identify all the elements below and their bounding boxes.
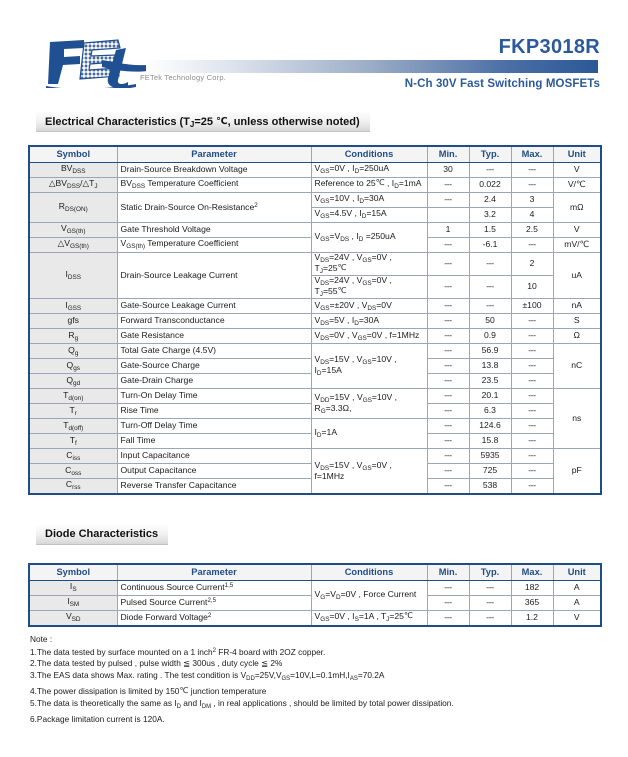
column-header-parameter: Parameter: [117, 146, 311, 163]
row-conditions: $V_{GS}=10V$ , $I_D=30A$: [311, 193, 427, 208]
row-min: ---: [427, 449, 469, 464]
row-unit: A: [553, 581, 601, 596]
row-min: ---: [427, 299, 469, 314]
row-min: ---: [427, 178, 469, 193]
row-min: ---: [427, 404, 469, 419]
row-typ: 3.2: [469, 208, 511, 223]
row-max: ---: [511, 404, 553, 419]
header-gradient-bar: [146, 60, 598, 73]
column-header-typ: Typ.: [469, 146, 511, 163]
table-row: [29, 314, 601, 329]
row-unit: nC: [553, 344, 601, 389]
column-header-max: Max.: [511, 146, 553, 163]
diode-characteristics-table: [28, 563, 602, 627]
row-conditions: $V_{GS}=0V$ , $I_D=250uA$: [311, 163, 427, 178]
notes-list: [30, 646, 454, 726]
diode-column-header-typ: Typ.: [469, 564, 511, 581]
row-unit: ns: [553, 389, 601, 449]
table-row: [29, 449, 601, 464]
row-max: ---: [511, 163, 553, 178]
row-symbol: $C_{rss}$: [29, 479, 117, 494]
diode-column-header-conditions: Conditions: [311, 564, 427, 581]
row-parameter: Diode Forward Voltage$^2$: [117, 611, 311, 626]
row-typ: ---: [469, 253, 511, 276]
row-min: ---: [427, 389, 469, 404]
row-min: ---: [427, 276, 469, 299]
row-symbol: $I_{SM}$: [29, 596, 117, 611]
row-parameter: $V_{GS(th)}$ Temperature Coefficient: [117, 238, 311, 253]
row-min: ---: [427, 464, 469, 479]
row-parameter: Fall Time: [117, 434, 311, 449]
table-row: [29, 389, 601, 404]
row-parameter: Gate Threshold Voltage: [117, 223, 311, 238]
row-max: 3: [511, 193, 553, 208]
row-symbol: $T_f$: [29, 434, 117, 449]
row-symbol: $I_S$: [29, 581, 117, 596]
row-symbol: $R_{DS(ON)}$: [29, 193, 117, 223]
row-parameter: Rise Time: [117, 404, 311, 419]
heading-degree-symbol: ℃: [216, 116, 228, 127]
row-parameter: Continuous Source Current$^{1,5}$: [117, 581, 311, 596]
row-parameter: Pulsed Source Current$^{2,5}$: [117, 596, 311, 611]
row-unit: nA: [553, 299, 601, 314]
row-min: ---: [427, 374, 469, 389]
row-typ: 15.8: [469, 434, 511, 449]
note-item: 2.The data tested by pulsed , pulse width ≦ 300us , duty cycle ≦ 2%: [30, 658, 283, 669]
row-unit: uA: [553, 253, 601, 299]
row-min: ---: [427, 238, 469, 253]
row-typ: ---: [469, 581, 511, 596]
heading-text-post: , unless otherwise noted): [227, 116, 360, 128]
row-unit: Ω: [553, 329, 601, 344]
row-typ: ---: [469, 276, 511, 299]
row-min: ---: [427, 253, 469, 276]
row-min: ---: [427, 596, 469, 611]
heading-text-pre: Electrical Characteristics (T: [45, 116, 190, 128]
row-conditions: $V_{DS}=15V$ , $V_{GS}=10V$ , $I_D=15A$: [311, 344, 427, 389]
row-min: 30: [427, 163, 469, 178]
row-unit: A: [553, 596, 601, 611]
row-max: ---: [511, 374, 553, 389]
diode-column-header-parameter: Parameter: [117, 564, 311, 581]
row-typ: 1.5: [469, 223, 511, 238]
row-typ: ---: [469, 163, 511, 178]
row-typ: -6.1: [469, 238, 511, 253]
row-symbol: $C_{iss}$: [29, 449, 117, 464]
row-conditions: $V_{DS}=5V$ , $I_D=30A$: [311, 314, 427, 329]
row-unit: S: [553, 314, 601, 329]
diode-characteristics-heading: [36, 525, 168, 545]
row-max: ---: [511, 389, 553, 404]
row-symbol: gfs: [29, 314, 117, 329]
row-max: ---: [511, 238, 553, 253]
row-parameter: Output Capacitance: [117, 464, 311, 479]
column-header-symbol: Symbol: [29, 146, 117, 163]
note-item: 1.The data tested by surface mounted on a 1 inch$^2$ FR-4 board with 2OZ copper.: [30, 646, 326, 657]
row-parameter: Input Capacitance: [117, 449, 311, 464]
table-row: [29, 419, 601, 434]
table-row: [29, 163, 601, 178]
heading-subscript-j: J: [189, 120, 195, 129]
row-typ: ---: [469, 611, 511, 626]
row-max: ---: [511, 359, 553, 374]
row-max: 2: [511, 253, 553, 276]
diode-column-header-max: Max.: [511, 564, 553, 581]
row-typ: 0.9: [469, 329, 511, 344]
row-typ: 23.5: [469, 374, 511, 389]
row-typ: 538: [469, 479, 511, 494]
row-min: ---: [427, 581, 469, 596]
row-parameter: Turn-On Delay Time: [117, 389, 311, 404]
row-max: ---: [511, 314, 553, 329]
row-symbol: $C_{oss}$: [29, 464, 117, 479]
diode-table-body: [29, 581, 601, 626]
row-max: ---: [511, 449, 553, 464]
row-parameter: Gate-Source Charge: [117, 359, 311, 374]
diode-column-header-unit: Unit: [553, 564, 601, 581]
row-unit: V/℃: [553, 178, 601, 193]
row-max: 2.5: [511, 223, 553, 238]
row-symbol: $T_r$: [29, 404, 117, 419]
row-min: ---: [427, 329, 469, 344]
note-item: 6.Package limitation current is 120A.: [30, 713, 165, 724]
row-conditions: $V_{GS}=4.5V$ , $I_D=15A$: [311, 208, 427, 223]
note-item: 4.The power dissipation is limited by 150℃ junction temperature: [30, 686, 267, 697]
table-row: [29, 611, 601, 626]
row-conditions: $I_D=1A$: [311, 419, 427, 449]
table-row: [29, 223, 601, 238]
row-parameter: $BV_{DSS}$ Temperature Coefficient: [117, 178, 311, 193]
diode-column-header-symbol: Symbol: [29, 564, 117, 581]
row-unit: mΩ: [553, 193, 601, 223]
table-row: [29, 193, 601, 208]
company-name: FETek Technology Corp.: [140, 73, 226, 82]
column-header-conditions: Conditions: [311, 146, 427, 163]
row-typ: 725: [469, 464, 511, 479]
row-parameter: Gate-Drain Charge: [117, 374, 311, 389]
row-parameter: Gate Resistance: [117, 329, 311, 344]
heading-text-mid: =25: [194, 116, 217, 128]
table-row: [29, 178, 601, 193]
row-symbol: $\triangle V_{GS(th)}$: [29, 238, 117, 253]
row-max: ---: [511, 479, 553, 494]
electrical-table-body: [29, 163, 601, 494]
row-conditions: $V_{DS}=24V$ , $V_{GS}=0V$ , $T_J=55℃$: [311, 276, 427, 299]
row-parameter: Static Drain-Source On-Resistance$^2$: [117, 193, 311, 223]
row-parameter: Drain-Source Leakage Current: [117, 253, 311, 299]
electrical-characteristics-table: [28, 145, 602, 495]
row-parameter: Gate-Source Leakage Current: [117, 299, 311, 314]
table-row: [29, 253, 601, 276]
row-max: 182: [511, 581, 553, 596]
row-symbol: $Q_{gs}$: [29, 359, 117, 374]
row-typ: 5935: [469, 449, 511, 464]
column-header-min: Min.: [427, 146, 469, 163]
row-typ: 13.8: [469, 359, 511, 374]
table-row: [29, 344, 601, 359]
row-typ: ---: [469, 299, 511, 314]
diode-table-header-row: [29, 564, 601, 581]
row-min: ---: [427, 314, 469, 329]
row-max: ---: [511, 419, 553, 434]
row-symbol: $V_{SD}$: [29, 611, 117, 626]
notes-title: Note :: [30, 634, 53, 644]
row-min: ---: [427, 359, 469, 374]
row-typ: 0.022: [469, 178, 511, 193]
row-symbol: $BV_{DSS}$: [29, 163, 117, 178]
row-typ: 6.3: [469, 404, 511, 419]
row-max: ---: [511, 464, 553, 479]
row-max: ---: [511, 178, 553, 193]
row-symbol: $T_{d(on)}$: [29, 389, 117, 404]
note-item: 3.The EAS data shows Max. rating . The test condition is $V_{DD}=25V,V_{GS}=10V,L=0.1mH,I_{AS}=70.2A$: [30, 669, 385, 682]
row-conditions: $V_G=V_D=0V$ , Force Current: [311, 581, 427, 611]
note-item: 5.The data is theoretically the same as $I_D$ and $I_{DM}$ , in real applications , should be limited by total power dissipation.: [30, 697, 454, 710]
table-row: [29, 329, 601, 344]
row-min: ---: [427, 611, 469, 626]
row-conditions: $V_{DS}=24V$ , $V_{GS}=0V$ , $T_J=25℃$: [311, 253, 427, 276]
row-min: ---: [427, 434, 469, 449]
row-max: ±100: [511, 299, 553, 314]
row-max: ---: [511, 329, 553, 344]
table-row: [29, 299, 601, 314]
row-min: ---: [427, 344, 469, 359]
column-header-unit: Unit: [553, 146, 601, 163]
row-min: ---: [427, 479, 469, 494]
row-symbol: $R_g$: [29, 329, 117, 344]
part-number: FKP3018R: [498, 36, 600, 58]
row-parameter: Turn-Off Delay Time: [117, 419, 311, 434]
table-row: [29, 581, 601, 596]
page-header: [0, 0, 628, 90]
diode-column-header-min: Min.: [427, 564, 469, 581]
row-parameter: Reverse Transfer Capacitance: [117, 479, 311, 494]
row-parameter: Forward Transconductance: [117, 314, 311, 329]
row-max: 4: [511, 208, 553, 223]
row-conditions: $V_{DS}=15V$ , $V_{GS}=0V$ , f=1MHz: [311, 449, 427, 494]
row-conditions: $V_{GS}=0V$ , $I_S=1A$ , $T_J=25℃$: [311, 611, 427, 626]
row-typ: 2.4: [469, 193, 511, 208]
row-min: 1: [427, 223, 469, 238]
row-typ: 124.6: [469, 419, 511, 434]
row-unit: V: [553, 611, 601, 626]
row-symbol: $T_{d(off)}$: [29, 419, 117, 434]
row-min: [427, 208, 469, 223]
row-max: 1.2: [511, 611, 553, 626]
diode-heading-text: Diode Characteristics: [45, 528, 159, 540]
row-conditions: $V_{DD}=15V$ , $V_{GS}=10V$ , $R_G=3.3\Omega$,: [311, 389, 427, 419]
notes-block: [30, 634, 454, 725]
row-symbol: $\triangle BV_{DSS}/\triangle T_J$: [29, 178, 117, 193]
row-max: 365: [511, 596, 553, 611]
row-max: ---: [511, 434, 553, 449]
row-conditions: Reference to 25℃ , $I_D=1mA$: [311, 178, 427, 193]
row-unit: V: [553, 163, 601, 178]
electrical-characteristics-heading: [36, 112, 370, 132]
row-typ: 20.1: [469, 389, 511, 404]
table-header-row: [29, 146, 601, 163]
row-min: ---: [427, 419, 469, 434]
row-symbol: $V_{GS(th)}$: [29, 223, 117, 238]
row-unit: mV/℃: [553, 238, 601, 253]
product-subtitle: N-Ch 30V Fast Switching MOSFETs: [404, 78, 600, 90]
row-typ: 56.9: [469, 344, 511, 359]
row-min: ---: [427, 193, 469, 208]
row-unit: V: [553, 223, 601, 238]
row-parameter: Drain-Source Breakdown Voltage: [117, 163, 311, 178]
row-symbol: $I_{GSS}$: [29, 299, 117, 314]
row-symbol: $I_{DSS}$: [29, 253, 117, 299]
row-conditions: $V_{DS}=0V$ , $V_{GS}=0V$ , f=1MHz: [311, 329, 427, 344]
row-conditions: $V_{GS}=\pm 20V$ , $V_{DS}=0V$: [311, 299, 427, 314]
row-typ: 50: [469, 314, 511, 329]
row-symbol: $Q_{gd}$: [29, 374, 117, 389]
row-max: ---: [511, 344, 553, 359]
row-symbol: $Q_g$: [29, 344, 117, 359]
row-max: 10: [511, 276, 553, 299]
row-unit: pF: [553, 449, 601, 494]
row-typ: ---: [469, 596, 511, 611]
row-conditions: $V_{GS}=V_{DS}$ , $I_D =250uA$: [311, 223, 427, 253]
row-parameter: Total Gate Charge (4.5V): [117, 344, 311, 359]
